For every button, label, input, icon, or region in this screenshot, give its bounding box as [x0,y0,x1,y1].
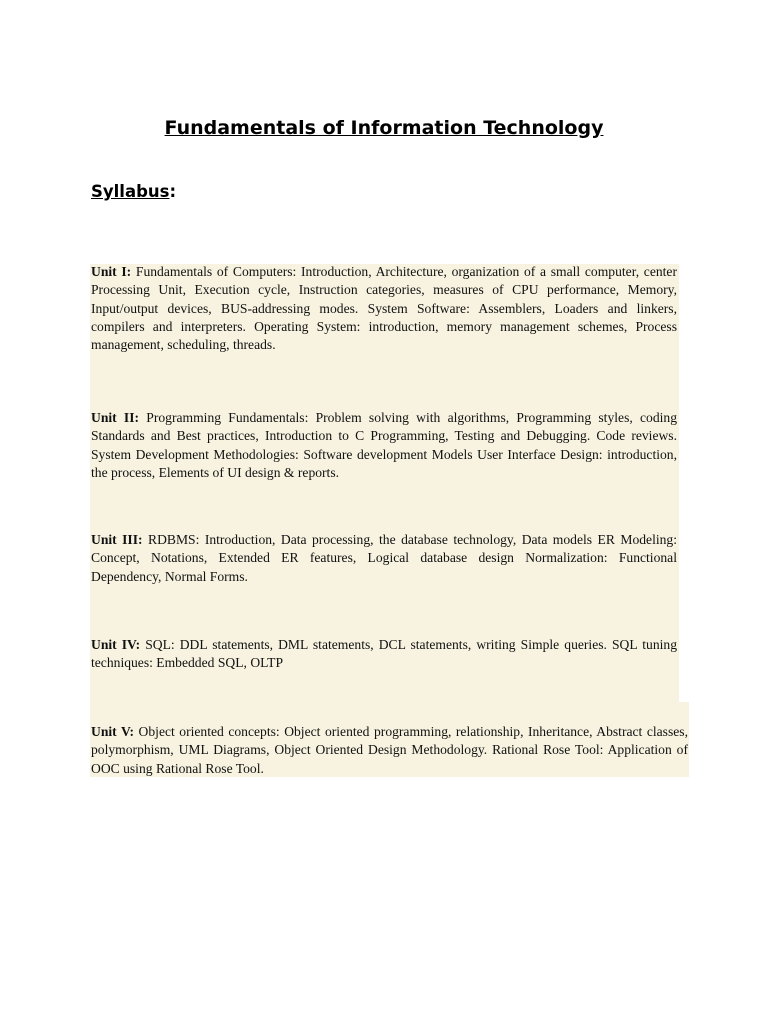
unit-5-paragraph [91,723,688,778]
unit-1-paragraph [91,263,677,354]
unit-2-paragraph [91,409,677,482]
unit-label: Unit III: [91,532,143,547]
unit-description: Fundamentals of Computers: Introduction, Architecture, organization of a small computer, center Processing Unit, Execution cycle, Instruction categories, measures of CPU performance, Memory, Input/output devices, BUS-addressing modes. System Software: Assemblers, Loaders and linkers, compilers and interpreters. Operating System: introduction, memory management schemes, Process management, scheduling, threads. [91,264,677,353]
unit-3-paragraph [91,531,677,586]
syllabus-heading [91,181,176,203]
unit-label: Unit IV: [91,637,141,652]
unit-4-paragraph [91,636,677,673]
unit-description: SQL: DDL statements, DML statements, DCL statements, writing Simple queries. SQL tuning techniques: Embedded SQL, OLTP [91,637,677,671]
unit-label: Unit I: [91,264,132,279]
syllabus-heading-colon: : [169,182,177,201]
document-title: Fundamentals of Information Technology [164,117,604,139]
unit-description: RDBMS: Introduction, Data processing, the database technology, Data models ER Modeling: Concept, Notations, Extended ER features, Logical database design Normalization: Functional Dependency, Normal Forms. [91,532,678,584]
unit-label: Unit V: [91,724,135,739]
unit-description: Programming Fundamentals: Problem solving with algorithms, Programming styles, coding Standards and Best practices, Introduction to C Programming, Testing and Debugging. Code reviews. System Development Methodologies: Software development Models User Interface Design: introduction, the process, Elements of UI design & reports. [91,410,677,480]
syllabus-heading-text: Syllabus [91,182,170,201]
unit-label: Unit II: [91,410,140,425]
unit-description: Object oriented concepts: Object oriented programming, relationship, Inheritance, Abstract classes, polymorphism, UML Diagrams, Object Oriented Design Methodology. Rational Rose Tool: Application of OOC using Rational Rose Tool. [91,724,688,776]
